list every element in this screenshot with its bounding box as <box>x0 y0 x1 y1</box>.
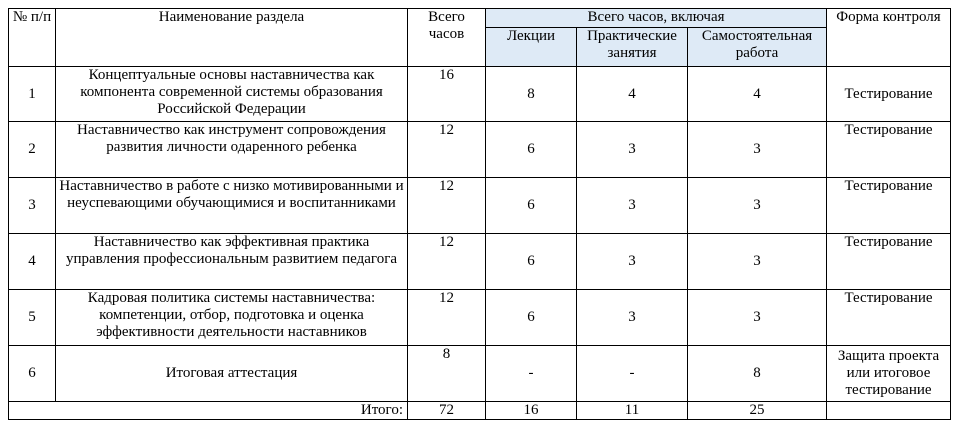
header-lectures: Лекции <box>486 28 577 67</box>
row-num: 5 <box>9 290 56 346</box>
header-control-form: Форма контроля <box>827 9 951 67</box>
row-section-name: Наставничество как эффективная практика управления профессиональным развитием педагога <box>56 234 408 290</box>
row-lectures: 8 <box>486 67 577 122</box>
row-lectures: 6 <box>486 122 577 178</box>
row-section-name: Концептуальные основы наставничества как компонента современной системы образования Российской Федерации <box>56 67 408 122</box>
table-row <box>9 67 951 122</box>
row-total-hours: 16 <box>408 67 486 122</box>
curriculum-table-wrapper <box>8 8 951 420</box>
totals-control <box>827 402 951 420</box>
header-total-hours: Всего часов <box>408 9 486 67</box>
row-control-form: Тестирование <box>827 290 951 346</box>
row-practical: 3 <box>577 178 688 234</box>
row-num: 4 <box>9 234 56 290</box>
row-total-hours: 12 <box>408 234 486 290</box>
table-row <box>9 290 951 346</box>
totals-self-work: 25 <box>688 402 827 420</box>
row-practical: - <box>577 346 688 402</box>
row-section-name: Итоговая аттестация <box>56 346 408 402</box>
row-lectures: 6 <box>486 178 577 234</box>
header-including: Всего часов, включая <box>486 9 827 28</box>
row-self-work: 3 <box>688 290 827 346</box>
row-control-form: Тестирование <box>827 122 951 178</box>
row-section-name: Наставничество в работе с низко мотивированными и неуспевающими обучающимися и воспитанниками <box>56 178 408 234</box>
row-self-work: 3 <box>688 178 827 234</box>
row-total-hours: 8 <box>408 346 486 402</box>
row-num: 3 <box>9 178 56 234</box>
totals-label: Итого: <box>9 402 408 420</box>
row-self-work: 3 <box>688 122 827 178</box>
row-num: 1 <box>9 67 56 122</box>
totals-row <box>9 402 951 420</box>
table-row <box>9 122 951 178</box>
row-section-name: Кадровая политика системы наставничества: компетенции, отбор, подготовка и оценка эффективности деятельности наставников <box>56 290 408 346</box>
row-total-hours: 12 <box>408 122 486 178</box>
row-practical: 3 <box>577 290 688 346</box>
totals-hours: 72 <box>408 402 486 420</box>
row-num: 2 <box>9 122 56 178</box>
header-section-name: Наименование раздела <box>56 9 408 67</box>
row-control-form: Тестирование <box>827 178 951 234</box>
row-lectures: 6 <box>486 234 577 290</box>
row-control-form: Тестирование <box>827 234 951 290</box>
row-self-work: 3 <box>688 234 827 290</box>
row-section-name: Наставничество как инструмент сопровождения развития личности одаренного ребенка <box>56 122 408 178</box>
row-lectures: 6 <box>486 290 577 346</box>
header-self-work: Самостоятельная работа <box>688 28 827 67</box>
totals-lectures: 16 <box>486 402 577 420</box>
header-num: № п/п <box>9 9 56 67</box>
row-control-form: Тестирование <box>827 67 951 122</box>
row-practical: 3 <box>577 234 688 290</box>
table-row <box>9 178 951 234</box>
header-row-main <box>9 9 951 28</box>
row-total-hours: 12 <box>408 178 486 234</box>
row-lectures: - <box>486 346 577 402</box>
row-practical: 3 <box>577 122 688 178</box>
header-practical: Практические занятия <box>577 28 688 67</box>
row-num: 6 <box>9 346 56 402</box>
curriculum-table <box>8 8 951 420</box>
row-control-form: Защита проекта или итоговое тестирование <box>827 346 951 402</box>
table-row <box>9 234 951 290</box>
table-row <box>9 346 951 402</box>
row-self-work: 8 <box>688 346 827 402</box>
totals-practical: 11 <box>577 402 688 420</box>
row-practical: 4 <box>577 67 688 122</box>
row-self-work: 4 <box>688 67 827 122</box>
row-total-hours: 12 <box>408 290 486 346</box>
